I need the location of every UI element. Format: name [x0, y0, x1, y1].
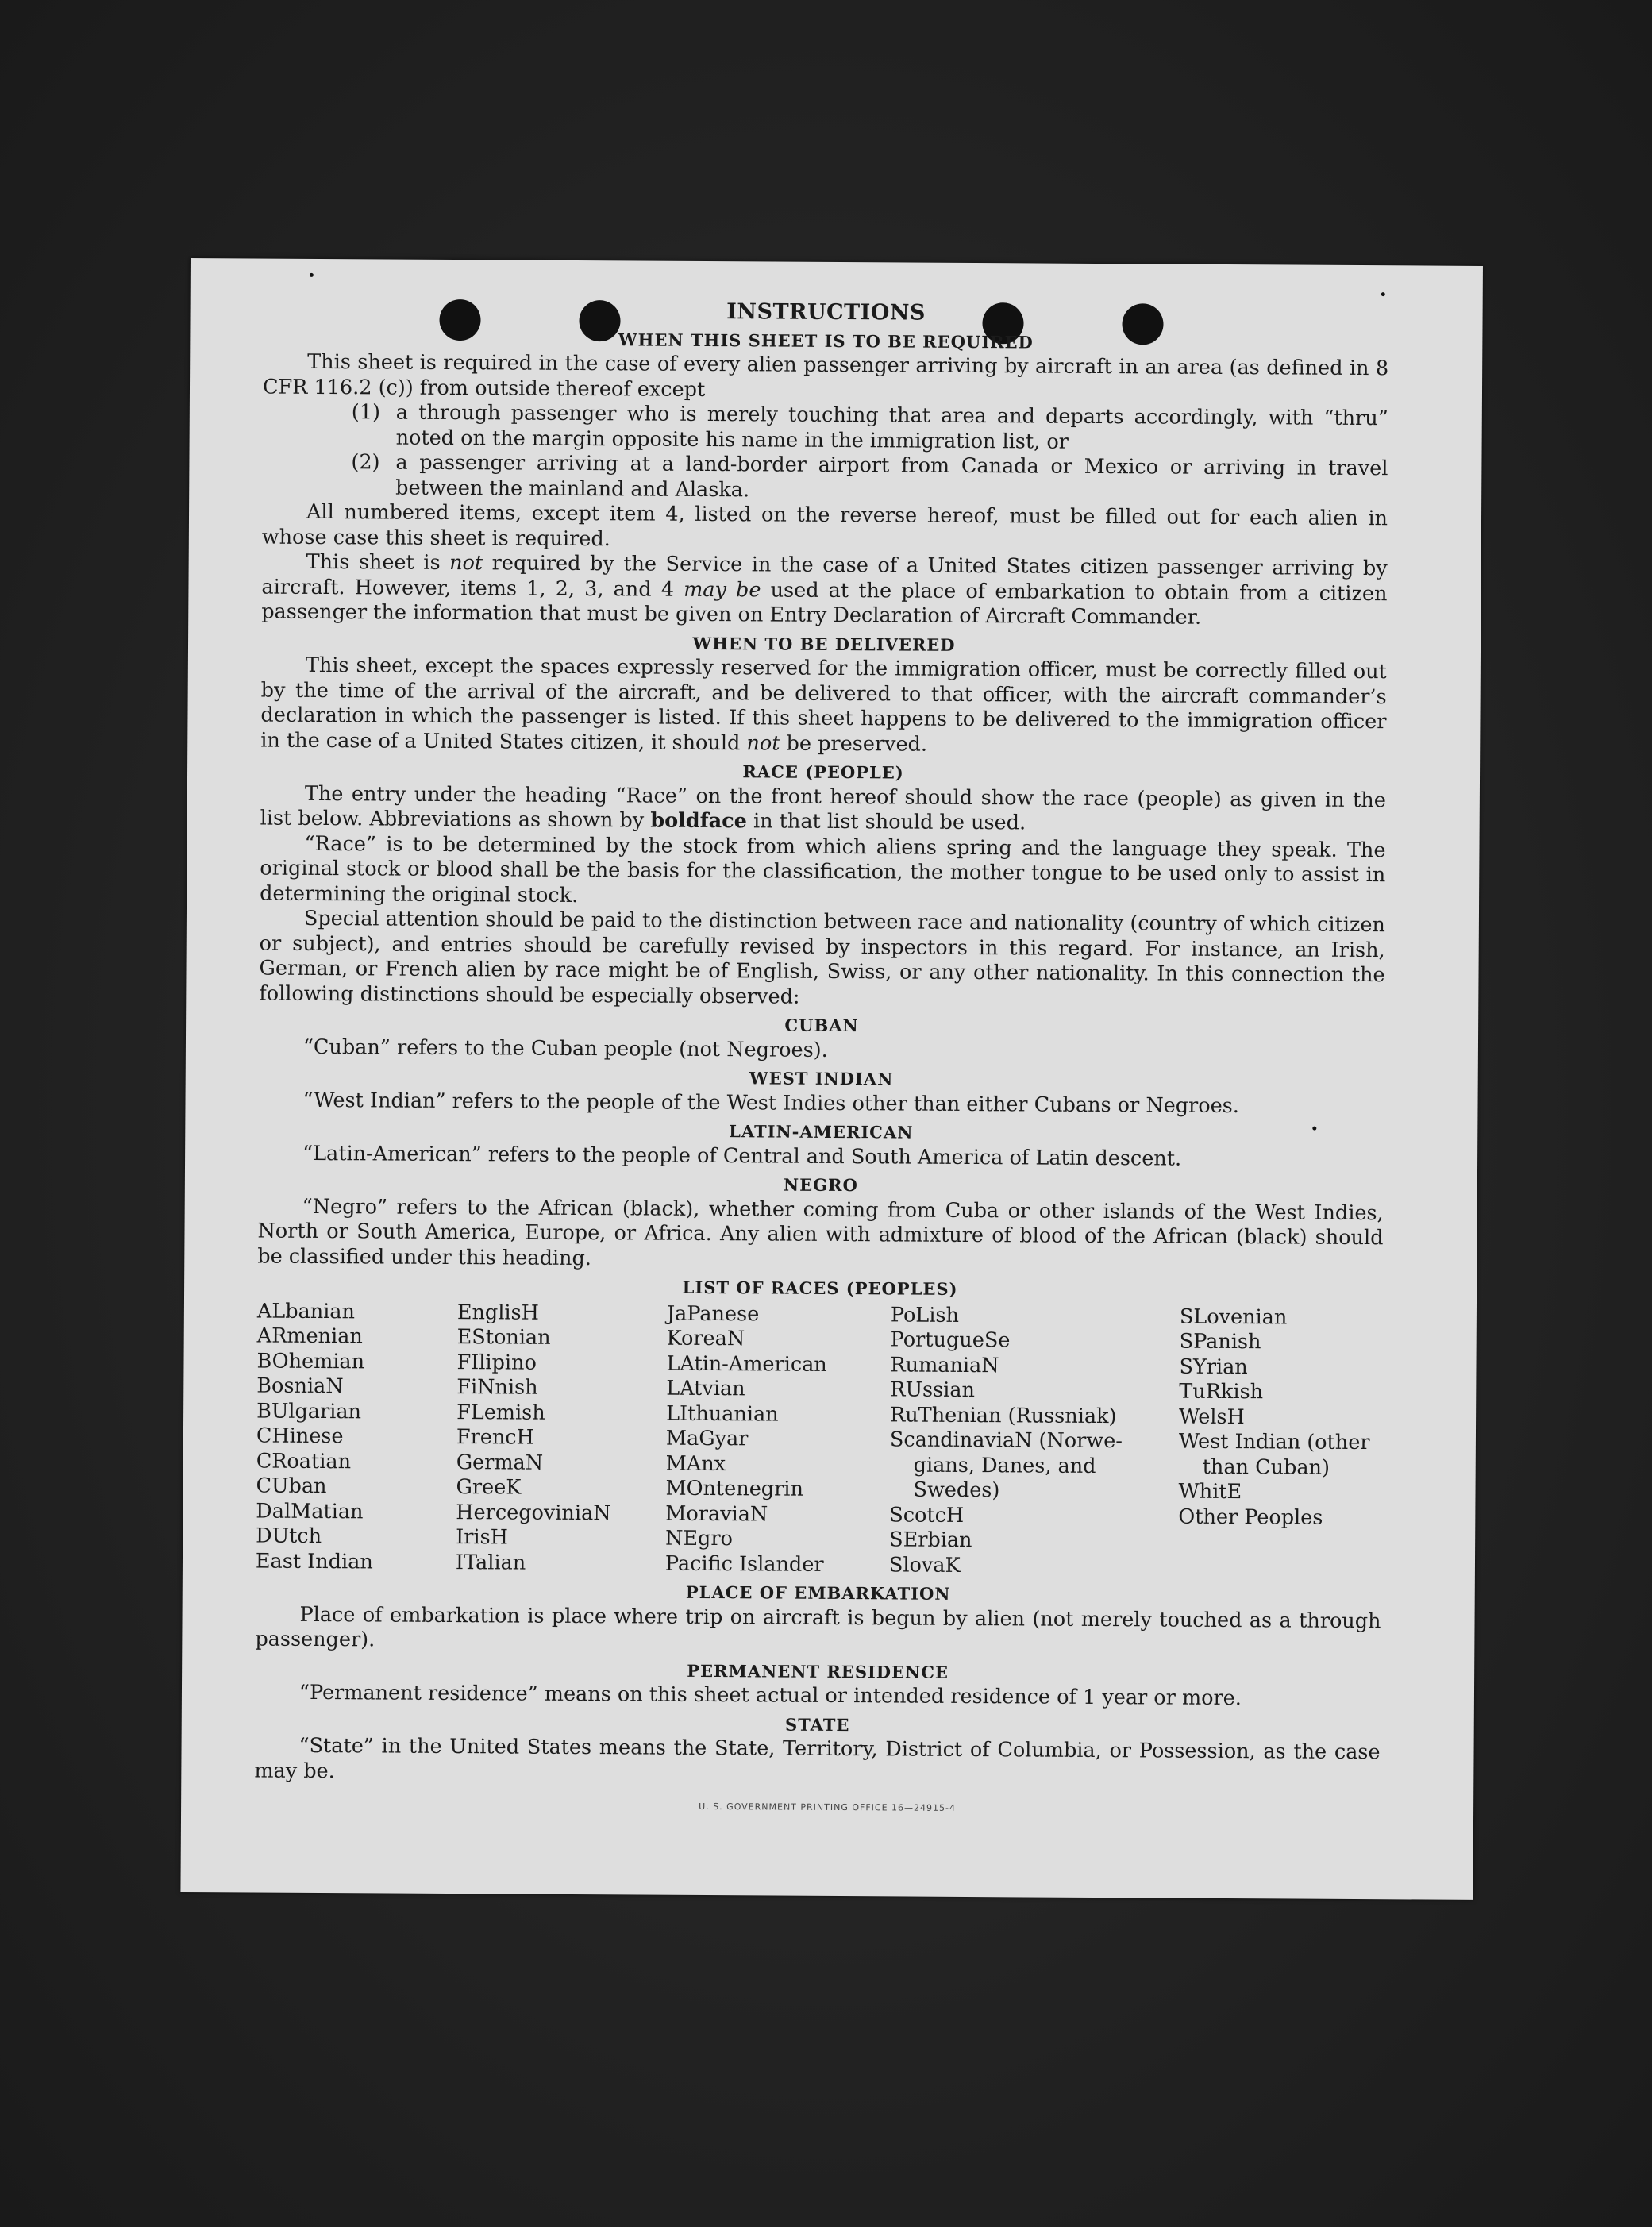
- race-entry: FIlipino: [456, 1350, 537, 1375]
- race-entry: WhitE: [1178, 1479, 1242, 1505]
- race-entry: RumaniaN: [890, 1352, 999, 1377]
- race-entry: SErbian: [889, 1528, 972, 1553]
- race-entry: RUssian: [890, 1377, 976, 1403]
- race-entry: ARmenian: [256, 1323, 363, 1349]
- paragraph-race-distinction: Special attention should be paid to the distinction between race and nationality (country of which citizen or subject), and entries should be carefully revised by inspectors in this regard. For instance, an Irish, German, or French alien by race might be of English, Swiss, or any other nationality. In this connection the following distinctions should be especially observed:: [259, 906, 1385, 1009]
- race-entry: DalMatian: [256, 1499, 364, 1524]
- race-entry: East Indian: [255, 1549, 373, 1574]
- heading-embarkation: PLACE OF EMBARKATION: [685, 1582, 951, 1604]
- exception-item: [263, 400, 1388, 457]
- emphasis: may be: [684, 577, 761, 602]
- race-entry: SlovaK: [888, 1552, 961, 1578]
- race-entry: West Indian (other: [1178, 1429, 1370, 1455]
- heading-negro: NEGRO: [783, 1174, 858, 1196]
- document-page: [180, 258, 1483, 1900]
- race-entry: LAtin-American: [666, 1351, 827, 1377]
- race-list: [256, 1299, 1383, 1581]
- race-entry: FrencH: [456, 1425, 534, 1450]
- paragraph-citizen: [261, 550, 1388, 632]
- race-entry: FiNnish: [456, 1375, 538, 1400]
- heading-state: STATE: [784, 1714, 850, 1735]
- race-entry: MAnx: [665, 1451, 726, 1476]
- race-entry: PortugueSe: [890, 1327, 1011, 1353]
- race-entry: Pacific Islander: [664, 1551, 824, 1577]
- exception-text: a through passenger who is merely touching that area and departs accordingly, with “thru” noted on the margin opposite his name in the immigration list, or: [395, 400, 1388, 454]
- race-entry: JaPanese: [666, 1301, 760, 1326]
- paragraph-state: “State” in the United States means the State, Territory, District of Columbia, or Possession, as the case may be.: [254, 1733, 1381, 1783]
- race-entry: Other Peoples: [1178, 1505, 1323, 1530]
- race-entry: GreeK: [456, 1475, 522, 1500]
- race-entry: EStonian: [456, 1325, 551, 1350]
- race-entry: RuThenian (Russniak): [890, 1402, 1117, 1428]
- race-entry: BUlgarian: [256, 1399, 362, 1424]
- race-entry: GermaN: [456, 1450, 544, 1475]
- race-column: [665, 1301, 891, 1578]
- paragraph-latin-american: “Latin-American” refers to the people of Central and South America of Latin descent.: [302, 1141, 1182, 1171]
- race-entry: CUban: [256, 1474, 327, 1499]
- paragraph-cuban: “Cuban” refers to the Cuban people (not Negroes).: [302, 1035, 828, 1062]
- race-entry: SPanish: [1179, 1329, 1261, 1354]
- race-entry: CHinese: [256, 1424, 344, 1449]
- heading-cuban: CUBAN: [784, 1015, 859, 1036]
- race-entry: SLovenian: [1179, 1304, 1288, 1329]
- heading-race: RACE (PEOPLE): [742, 761, 904, 783]
- race-entry: ITalian: [455, 1550, 526, 1575]
- paragraph-embarkation: Place of embarkation is place where trip on aircraft is begun by alien (not merely touched as a through passenger).: [255, 1602, 1381, 1652]
- scan-speck: [1381, 292, 1385, 296]
- race-entry: MOntenegrin: [665, 1476, 804, 1501]
- race-column: [889, 1303, 1180, 1580]
- paragraph-numbered-items: All numbered items, except item 4, listed on the reverse hereof, must be filled out for each alien in whose case this sheet is required.: [261, 499, 1388, 551]
- race-entry: ALbanian: [256, 1299, 356, 1323]
- race-entry: CRoatian: [256, 1449, 352, 1474]
- paragraph-permanent-residence: “Permanent residence” means on this sheet actual or intended residence of 1 year or more.: [298, 1680, 1242, 1711]
- race-column: [456, 1300, 667, 1577]
- text-run: in that list should be used.: [746, 809, 1026, 835]
- paragraph-delivery: [260, 653, 1387, 761]
- race-entry: LIthuanian: [666, 1401, 779, 1427]
- bold-word: boldface: [650, 808, 748, 834]
- race-entry: DUtch: [256, 1524, 322, 1549]
- race-entry: ScotcH: [889, 1502, 965, 1528]
- paragraph-race-stock: “Race” is to be determined by the stock from which aliens spring and the language they speak. The original stock or blood shall be the basis for the classification, the mother tongue to be used only to assist in determining the original stock.: [260, 831, 1386, 907]
- text-run: required by the Service in the case of a United States citizen passenger arriving by aircraft. However, items 1, 2, 3, and 4: [261, 551, 1388, 602]
- heading-permanent-residence: PERMANENT RESIDENCE: [687, 1660, 949, 1682]
- instructions-body: [254, 297, 1388, 1791]
- race-entry: TuRkish: [1179, 1379, 1264, 1404]
- race-entry: BosniaN: [256, 1374, 344, 1399]
- paragraph-race-entry: [260, 781, 1386, 838]
- race-entry: BOhemian: [256, 1349, 365, 1374]
- race-column: [1178, 1304, 1383, 1581]
- text-run: This sheet, except the spaces expressly reserved for the immigration officer, must be correctly filled out by the time of the arrival of the aircraft, and be delivered to that officer, with the aircraft commander’s declaration in which the passenger is listed. If this sheet happens to be delivered to the immigration officer in the case of a United States citizen, it should: [260, 653, 1387, 755]
- race-entry: MaGyar: [665, 1426, 749, 1451]
- race-entry: gians, Danes, and: [913, 1453, 1096, 1478]
- heading-when-required: WHEN THIS SHEET IS TO BE REQUIRED: [618, 329, 1034, 352]
- race-entry: EnglisH: [456, 1300, 539, 1325]
- text-run: be preserved.: [780, 731, 928, 757]
- heading-list-of-races: LIST OF RACES (PEOPLES): [682, 1277, 958, 1299]
- race-entry: SYrian: [1179, 1354, 1248, 1379]
- text-run: The entry under the heading “Race” on the front hereof should show the race (people) as given in the list below. Abbreviations as shown by: [260, 781, 1386, 833]
- race-entry: PoLish: [890, 1302, 960, 1327]
- paragraph-west-indian: “West Indian” refers to the people of the West Indies other than either Cubans or Negroes.: [302, 1088, 1240, 1118]
- race-entry: IrisH: [456, 1525, 509, 1550]
- race-entry: HercegoviniaN: [456, 1500, 611, 1525]
- text-run: This sheet is: [306, 549, 450, 575]
- text-run: used at the place of embarkation to obtain from a citizen passenger the information that must be given on Entry Declaration of Aircraft Commander.: [261, 577, 1388, 630]
- emphasis: not: [746, 730, 780, 756]
- race-column: [256, 1299, 457, 1575]
- race-entry: LAtvian: [666, 1376, 745, 1401]
- scan-speck: [310, 273, 314, 277]
- exception-item: [262, 450, 1388, 507]
- race-entry: Swedes): [913, 1478, 1000, 1503]
- race-entry: KoreaN: [666, 1326, 745, 1351]
- race-entry: WelsH: [1179, 1404, 1245, 1429]
- race-entry: than Cuban): [1202, 1454, 1330, 1480]
- race-entry: MoraviaN: [665, 1501, 768, 1526]
- exception-number: (1): [351, 400, 381, 425]
- exception-text: a passenger arriving at a land-border airport from Canada or Mexico or arriving in travel between the mainland and Alaska.: [395, 450, 1388, 502]
- race-entry: ScandinaviaN (Norwe-: [889, 1428, 1123, 1454]
- paragraph-required-intro: This sheet is required in the case of every alien passenger arriving by aircraft in an area (as defined in 8 CFR 116.2 (c)) from outside thereof except: [262, 349, 1389, 402]
- race-entry: FLemish: [456, 1400, 545, 1425]
- emphasis: not: [449, 550, 483, 576]
- printer-footer: U. S. GOVERNMENT PRINTING OFFICE 16—24915-4: [699, 1801, 957, 1813]
- heading-west-indian: WEST INDIAN: [749, 1068, 894, 1089]
- heading-latin-american: LATIN-AMERICAN: [729, 1121, 914, 1142]
- paragraph-negro: “Negro” refers to the African (black), whether coming from Cuba or other islands of the West Indies, North or South America, Europe, or Africa. Any alien with admixture of blood of the African (black) should be classified under this heading.: [257, 1194, 1384, 1270]
- page-title: INSTRUCTIONS: [726, 299, 926, 326]
- exception-number: (2): [351, 450, 380, 475]
- heading-when-delivered: WHEN TO BE DELIVERED: [692, 633, 956, 655]
- race-entry: NEgro: [665, 1526, 734, 1551]
